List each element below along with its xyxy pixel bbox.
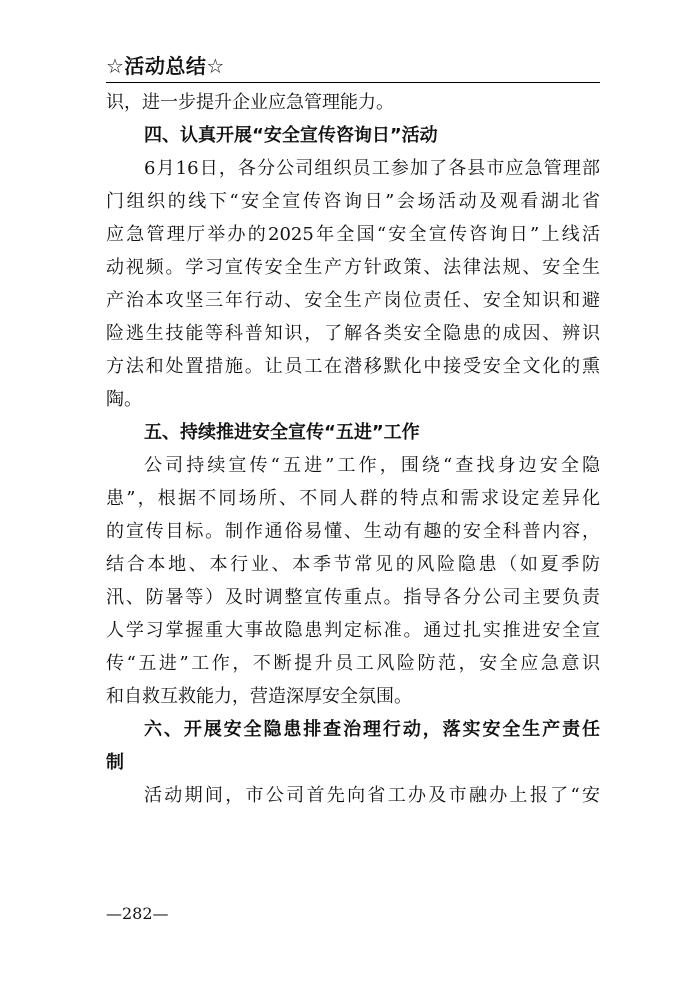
paragraph-line: 险逃生技能等科普知识，了解各类安全隐患的成因、辨识 <box>106 323 600 344</box>
page-number: —282— <box>106 904 169 923</box>
paragraph-line: 和自救互救能力，营造深厚安全氛围。 <box>106 686 412 707</box>
continuation-line: 识，进一步提升企业应急管理能力。 <box>106 92 394 113</box>
paragraph-line: 门组织的线下“安全宣传咨询日”会场活动及观看湖北省 <box>106 191 600 212</box>
paragraph-line: 活动期间，市公司首先向省工办及市融办上报了“安 <box>144 785 600 806</box>
running-header <box>106 52 600 80</box>
paragraph-line: 结合本地、本行业、本季节常见的风险隐患（如夏季防 <box>106 554 600 575</box>
section-heading-4: 四、认真开展“安全宣传咨询日”活动 <box>144 125 438 146</box>
section-heading-6: 六、开展安全隐患排查治理行动，落实安全生产责任 <box>144 719 600 740</box>
section-heading-5: 五、持续推进安全宣传“五进”工作 <box>144 422 420 443</box>
paragraph-line: 方法和处置措施。让员工在潜移默化中接受安全文化的熏 <box>106 356 600 377</box>
section-heading-6-continued: 制 <box>106 752 124 773</box>
paragraph-line: 传“五进”工作，不断提升员工风险防范，安全应急意识 <box>106 653 600 674</box>
section-6-paragraph <box>106 779 600 812</box>
paragraph-line: 汛、防暑等）及时调整宣传重点。指导各分公司主要负责 <box>106 587 600 608</box>
paragraph-line: 产治本攻坚三年行动、安全生产岗位责任、安全知识和避 <box>106 290 600 311</box>
document-body <box>106 86 600 812</box>
header-title: ☆活动总结☆ <box>106 54 225 78</box>
section-4-paragraph <box>106 152 600 416</box>
paragraph-line: 应急管理厅举办的2025年全国“安全宣传咨询日”上线活 <box>106 224 600 245</box>
paragraph-line: 的宣传目标。制作通俗易懂、生动有趣的安全科普内容， <box>106 521 600 542</box>
paragraph-line: 陶。 <box>106 389 142 410</box>
paragraph-line: 6月16日，各分公司组织员工参加了各县市应急管理部 <box>144 158 600 179</box>
paragraph-line: 动视频。学习宣传安全生产方针政策、法律法规、安全生 <box>106 257 600 278</box>
header-rule <box>106 82 600 83</box>
paragraph-line: 患”，根据不同场所、不同人群的特点和需求设定差异化 <box>106 488 600 509</box>
section-5-paragraph <box>106 449 600 713</box>
paragraph-line: 公司持续宣传“五进”工作，围绕“查找身边安全隐 <box>144 455 600 476</box>
paragraph-line: 人学习掌握重大事故隐患判定标准。通过扎实推进安全宣 <box>106 620 600 641</box>
